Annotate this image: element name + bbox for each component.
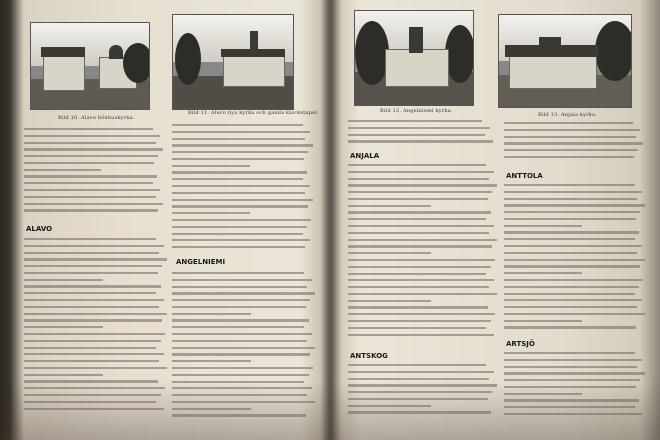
text-column-4b [504,184,646,334]
text-line [348,259,495,261]
text-line [172,347,315,349]
text-line [504,191,642,193]
text-line [172,408,251,410]
text-line [348,239,497,241]
text-line [348,245,492,247]
text-line [172,192,305,194]
text-line [504,149,638,151]
text-line [348,384,497,386]
text-line [504,231,639,233]
text-line [504,293,635,295]
text-line [24,209,158,211]
text-line [172,239,310,241]
text-line [348,164,486,166]
text-line [348,279,494,281]
text-line [348,293,497,295]
photo-anjala-church [498,14,632,108]
text-line [504,399,639,401]
text-line [24,299,164,301]
text-column-3 [348,120,494,150]
text-line [172,313,251,315]
text-line [504,286,639,288]
text-line [24,148,163,150]
heading-anttola: ANTTOLA [506,172,543,180]
text-line [504,218,636,220]
text-line [348,134,485,136]
text-line [504,184,635,186]
text-line [172,306,306,308]
text-line [172,394,307,396]
text-line [348,225,494,227]
text-line [24,360,159,362]
text-line [348,378,489,380]
text-line [504,379,640,381]
text-line [172,131,310,133]
text-line [24,387,165,389]
text-line [172,185,310,187]
text-line [172,212,250,214]
text-line [172,374,309,376]
heading-angelniemi: ANGELNIEMI [176,258,226,266]
text-line [24,347,156,349]
text-line [172,279,312,281]
text-line [24,196,156,198]
text-line [24,292,156,294]
text-line [172,381,304,383]
text-line [504,306,637,308]
text-line [348,334,494,336]
text-line [172,205,308,207]
text-line [348,191,492,193]
text-line [504,225,582,227]
text-line [504,245,642,247]
text-line [504,204,645,206]
text-line [504,156,634,158]
text-line [348,391,492,393]
text-line [172,246,305,248]
text-line [504,272,582,274]
text-line [348,184,497,186]
text-line [172,124,303,126]
text-line [348,198,488,200]
text-column-1 [24,128,164,220]
text-line [172,292,315,294]
text-line [504,198,637,200]
text-line [172,165,250,167]
text-line [172,178,303,180]
text-line [172,199,313,201]
text-line [504,136,636,138]
text-line [24,238,156,240]
text-line [504,238,635,240]
photo-angelniemi-church [354,10,474,106]
text-line [24,326,103,328]
text-line [348,140,493,142]
text-line [24,203,163,205]
text-line [348,211,491,213]
text-column-2 [172,124,314,254]
text-line [504,413,642,415]
text-line [172,286,307,288]
photo-alavo-prayer-house [30,22,150,110]
text-column-4c [504,352,646,422]
text-line [172,272,304,274]
text-line [24,258,167,260]
text-line [24,279,103,281]
text-line [504,259,645,261]
text-line [348,127,490,129]
text-line [504,265,640,267]
text-line [504,279,643,281]
text-line [24,155,158,157]
text-line [348,405,431,407]
text-line [172,144,313,146]
text-line [24,313,167,315]
text-line [172,340,307,342]
text-line [172,353,310,355]
text-line [24,135,160,137]
text-line [348,266,491,268]
text-line [24,306,159,308]
text-line [172,151,308,153]
text-line [24,285,161,287]
text-line [504,406,635,408]
text-line [24,245,164,247]
text-line [24,319,162,321]
text-line [24,367,167,369]
text-line [24,189,160,191]
text-line [24,272,158,274]
text-line [24,401,156,403]
text-line [504,359,642,361]
text-line [172,158,304,160]
text-line [24,142,156,144]
heading-alavo: ALAVO [26,225,53,233]
text-line [24,128,153,130]
text-column-3c [348,364,498,424]
text-line [348,300,431,302]
heading-anjala: ANJALA [350,152,380,160]
text-line [504,393,582,395]
text-column-3b [348,164,498,344]
text-line [348,252,431,254]
text-line [348,205,431,207]
text-line [504,386,636,388]
text-line [24,162,154,164]
text-line [172,387,312,389]
text-line [348,320,491,322]
text-line [24,380,158,382]
text-line [504,372,645,374]
text-column-2b [172,272,316,422]
text-line [172,171,307,173]
text-line [24,182,153,184]
text-line [348,371,494,373]
text-line [24,252,159,254]
text-line [172,138,305,140]
text-line [172,360,251,362]
text-line [348,218,486,220]
text-line [348,171,494,173]
text-line [172,226,307,228]
text-line [504,313,645,315]
text-line [24,408,164,410]
text-line [172,401,315,403]
text-line [172,414,306,416]
text-line [172,367,313,369]
text-line [348,232,489,234]
text-line [504,142,643,144]
text-line [348,398,488,400]
text-line [348,313,495,315]
text-line [172,233,303,235]
text-line [348,327,486,329]
caption-fig11: Bild 11. Alavo nya kyrka och gamla klockstapel. [188,110,319,116]
text-line [504,366,637,368]
text-line [172,333,312,335]
heading-antskog: ANTSKOG [350,352,388,360]
text-line [24,340,161,342]
text-line [172,299,310,301]
text-line [24,353,164,355]
heading-artsjo: ARTSJÖ [506,340,535,348]
photo-alavo-new-church [172,14,294,110]
text-line [504,252,637,254]
text-line [348,273,486,275]
text-line [348,178,489,180]
text-line [348,120,482,122]
text-line [348,306,488,308]
text-line [24,169,101,171]
text-line [24,394,161,396]
caption-fig13: Bild 13. Anjala kyrka. [538,112,597,118]
text-line [504,352,635,354]
text-line [504,299,642,301]
text-line [504,129,640,131]
text-column-4 [504,122,644,168]
text-line [172,319,309,321]
text-line [348,364,486,366]
text-line [24,333,165,335]
text-line [348,411,491,413]
text-line [24,374,103,376]
text-line [24,265,162,267]
book-gutter [320,0,342,440]
text-line [172,326,304,328]
text-line [504,211,640,213]
text-line [504,320,582,322]
text-column-1b [24,238,168,418]
text-line [172,219,311,221]
text-line [24,175,157,177]
text-line [504,122,633,124]
caption-fig12: Bild 12. Angelniemi kyrka. [380,108,453,114]
text-line [348,286,489,288]
text-line [504,326,636,328]
caption-fig10: Bild 10. Alavo bönhuskyrka. [58,115,135,121]
